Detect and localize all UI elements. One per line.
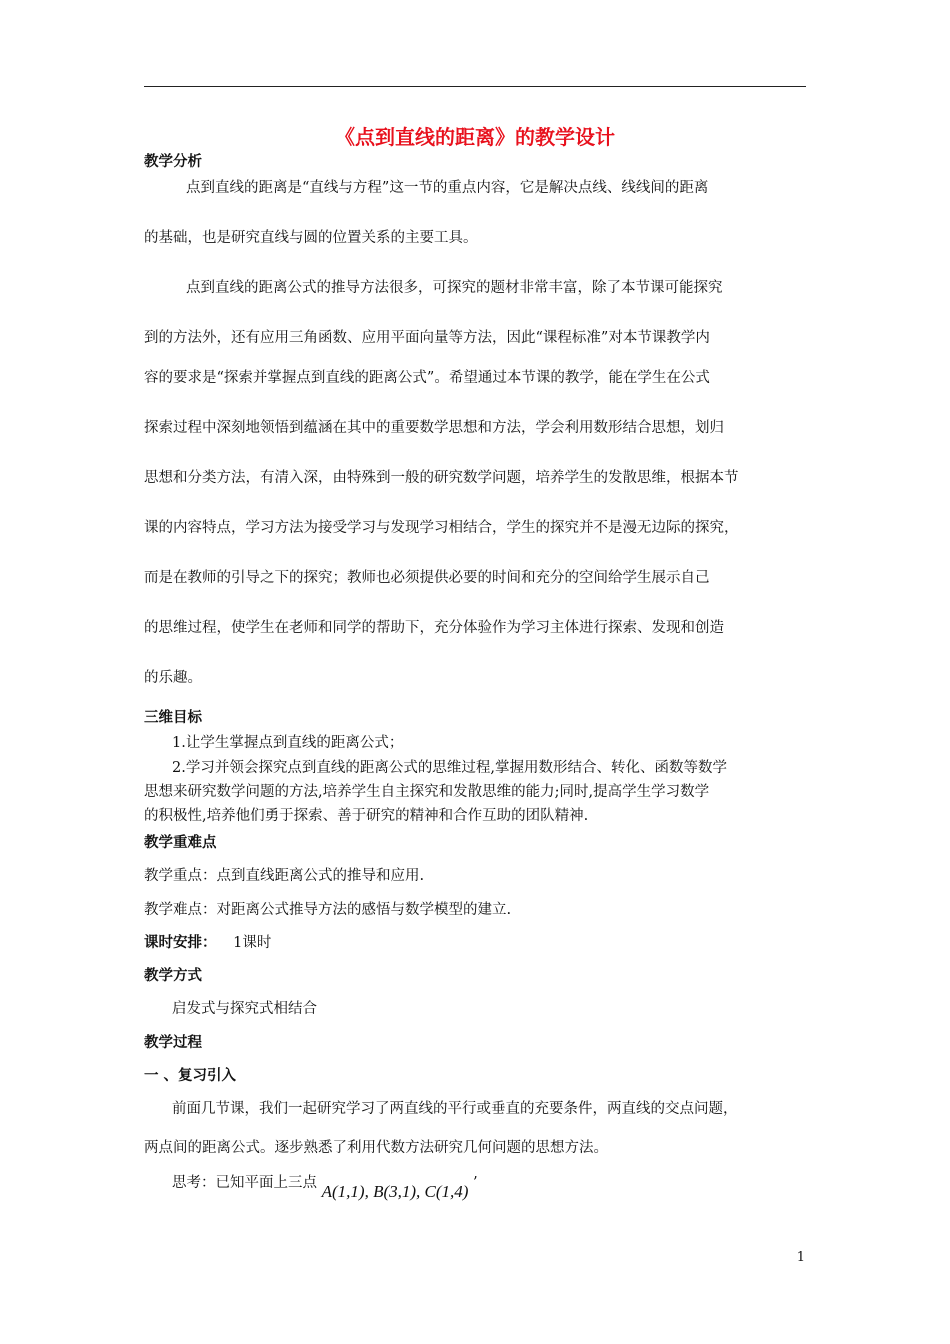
analysis-line: 而是在教师的引导之下的探究；教师也必须提供必要的时间和充分的空间给学生展示自己 — [144, 570, 710, 586]
think-label: 思考：已知平面上三点 — [172, 1175, 317, 1191]
think-math: A(1,1), B(3,1), C(1,4) — [321, 1182, 469, 1201]
analysis-line: 的乐趣。 — [144, 670, 202, 686]
header-rule — [144, 86, 806, 87]
analysis-line: 课的内容特点，学习方法为接受学习与发现学习相结合，学生的探究并不是漫无边际的探究， — [144, 520, 739, 536]
analysis-line: 到的方法外，还有应用三角函数、应用平面向量等方法，因此“课程标准”对本节课教学内 — [144, 330, 710, 346]
process-sub-review: 一 、复习引入 — [144, 1068, 237, 1084]
analysis-line: 容的要求是“探索并掌握点到直线的距离公式”。希望通过本节课的教学，能在学生在公式 — [144, 370, 710, 386]
schedule-label: 课时安排： — [144, 935, 217, 951]
heading-goals: 三维目标 — [144, 710, 202, 726]
analysis-line: 点到直线的距离公式的推导方法很多，可探究的题材非常丰富，除了本节课可能探究 — [186, 280, 723, 296]
heading-method: 教学方式 — [144, 968, 202, 984]
goal-item-2-line: 2.学习并领会探究点到直线的距离公式的思维过程,掌握用数形结合、转化、函数等数学 — [172, 760, 727, 776]
goal-item-2-line: 的积极性,培养他们勇于探索、善于研究的精神和合作互助的团队精神. — [144, 808, 589, 824]
method-text: 启发式与探究式相结合 — [172, 1001, 317, 1017]
key-difficulty: 教学难点：对距离公式推导方法的感悟与数学模型的建立. — [144, 902, 512, 918]
heading-analysis: 教学分析 — [144, 154, 202, 170]
process-line: 前面几节课，我们一起研究学习了两直线的平行或垂直的充要条件，两直线的交点问题， — [172, 1101, 738, 1117]
analysis-line: 点到直线的距离是“直线与方程”这一节的重点内容，它是解决点线、线线间的距离 — [186, 180, 709, 196]
process-line: 两点间的距离公式。逐步熟悉了利用代数方法研究几何问题的思想方法。 — [144, 1140, 608, 1156]
think-row — [172, 1172, 838, 1201]
document-title: 《点到直线的距离》的教学设计 — [335, 125, 615, 149]
analysis-line: 思想和分类方法，有清入深，由特殊到一般的研究数学问题，培养学生的发散思维，根据本节 — [144, 470, 739, 486]
key-focus: 教学重点：点到直线距离公式的推导和应用. — [144, 868, 425, 884]
heading-key-points: 教学重难点 — [144, 835, 217, 851]
analysis-line: 的思维过程，使学生在老师和同学的帮助下，充分体验作为学习主体进行探索、发现和创造 — [144, 620, 724, 636]
heading-process: 教学过程 — [144, 1035, 202, 1051]
schedule-row — [144, 933, 810, 953]
analysis-line: 的基础，也是研究直线与圆的位置关系的主要工具。 — [144, 230, 478, 246]
page-number: 1 — [796, 1250, 805, 1265]
analysis-line: 探索过程中深刻地领悟到蕴涵在其中的重要数学思想和方法，学会利用数形结合思想，划归 — [144, 420, 724, 436]
goal-item-2-line: 思想来研究数学问题的方法,培养学生自主探究和发散思维的能力;同时,提高学生学习数学 — [144, 784, 710, 800]
goal-item-1: 1.让学生掌握点到直线的距离公式； — [172, 735, 404, 751]
schedule-value: 1课时 — [233, 935, 272, 951]
think-tail: ’ — [473, 1175, 478, 1191]
